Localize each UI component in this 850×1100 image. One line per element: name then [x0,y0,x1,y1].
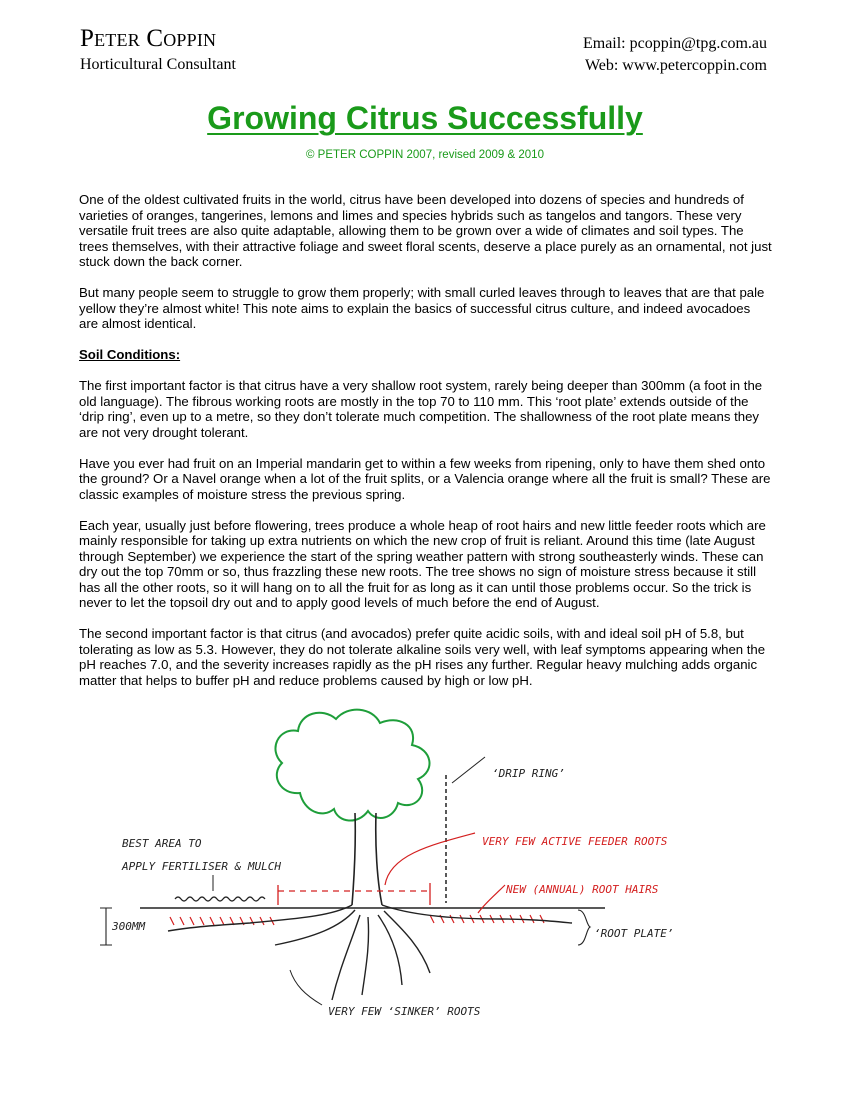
contact-email[interactable]: Email: pcoppin@tpg.com.au [582,35,767,52]
root-plate-brace [578,910,590,945]
contact-web[interactable]: Web: www.petercoppin.com [584,57,767,74]
paragraph-soil-4: The second important factor is that citrus (and avocados) prefer quite acidic soils, with and ideal soil pH of 5.8, but tolerating as low as 5.3. However, they do not tolerate alkaline soils very well, with leaf symptoms appearing when the pH reaches 7.0, and the severity increases rapidly as the pH rises any further. Regular heavy mulching adds organic matter that helps to buffer pH and reduce problems caused by high or low pH. [79,626,766,688]
paragraph-soil-1: The first important factor is that citrus have a very shallow root system, rarely being deeper than 300mm (a foot in the old language). The fibrous working roots are mostly in the top 70 to 110 mm. This ‘root plate’ extends outside of the ‘drip ring’, even up to a metre, so they don’t tolerate much competition. The shallowness of the root plate means they are not very drought tolerant. [79,378,763,440]
label-root-plate: ‘ROOT PLATE’ [594,927,674,940]
sinker-roots-pointer [290,970,322,1005]
feeder-root-pointer [385,833,475,885]
root-hairs-left [170,917,274,925]
document-body [79,192,772,704]
paragraph-intro-2: But many people seem to struggle to grow them properly; with small curled leaves through to leaves that are that pale yellow they’re almost white! This note aims to explain the basics of successful citrus culture, and indeed avocadoes are almost identical. [79,285,765,331]
paragraph-soil-2: Have you ever had fruit on an Imperial mandarin get to within a few weeks from ripening, only to have them shed onto the ground? Or a Navel orange when a lot of the fruit splits, or a Valencia orange where all the fruit is small? These are classic examples of moisture stress the previous spring. [79,455,771,502]
tree-canopy [275,710,429,821]
section-heading-soil: Soil Conditions: [79,347,181,362]
document-title: Growing Citrus Successfully [207,100,643,136]
label-best-area-line2: APPLY FERTILISER & MULCH [122,860,281,873]
label-best-area-line1: BEST AREA TO [122,837,202,850]
citrus-root-diagram [100,705,720,1030]
label-root-hairs: NEW (ANNUAL) ROOT HAIRS [506,883,659,896]
label-feeder-roots: VERY FEW ACTIVE FEEDER ROOTS [482,835,668,848]
label-sinker-roots: VERY FEW ‘SINKER’ ROOTS [328,1005,481,1018]
author-name: Peter Coppin [80,25,217,52]
letterhead-right [583,33,767,77]
root-hairs-pointer [478,885,505,913]
label-drip-ring: ‘DRIP RING’ [492,767,565,780]
mulch-layer [175,897,265,901]
label-depth: 300MM [112,920,146,933]
letterhead-left [80,24,236,74]
author-role: Horticultural Consultant [80,56,236,73]
copyright-line: © PETER COPPIN 2007, revised 2009 & 2010 [306,149,544,161]
depth-bracket [100,908,112,945]
root-system [168,905,572,1000]
paragraph-intro-1: One of the oldest cultivated fruits in the world, citrus have been developed into dozens of species and hundreds of varieties of oranges, tangerines, lemons and limes and species hybrids such as tangelos and tangors. These very versatile fruit trees are also quite adaptable, allowing them to be grown over a wide of climates and soil types. The trees themselves, with their attractive foliage and sweet floral scents, deserve a place purely as an ornamental, not just stuck down the back corner. [79,192,772,269]
drip-ring-pointer [452,757,485,783]
paragraph-soil-3: Each year, usually just before flowering, trees produce a whole heap of root hairs and new little feeder roots which are mainly responsible for taking up extra nutrients on which the new crop of fruit is reliant. Around this time (late August through September) we experience the start of the spring weather pattern with strong southeasterly winds. These can dry out the top 70mm or so, thus frazzling these new roots. The tree shows no sign of moisture stress because it still has all the other roots, so it will hang on to all the fruit for as long as it can until those problems occur. So the trick is never to let the topsoil dry out and to apply good levels of much before the end of August. [79,517,766,610]
